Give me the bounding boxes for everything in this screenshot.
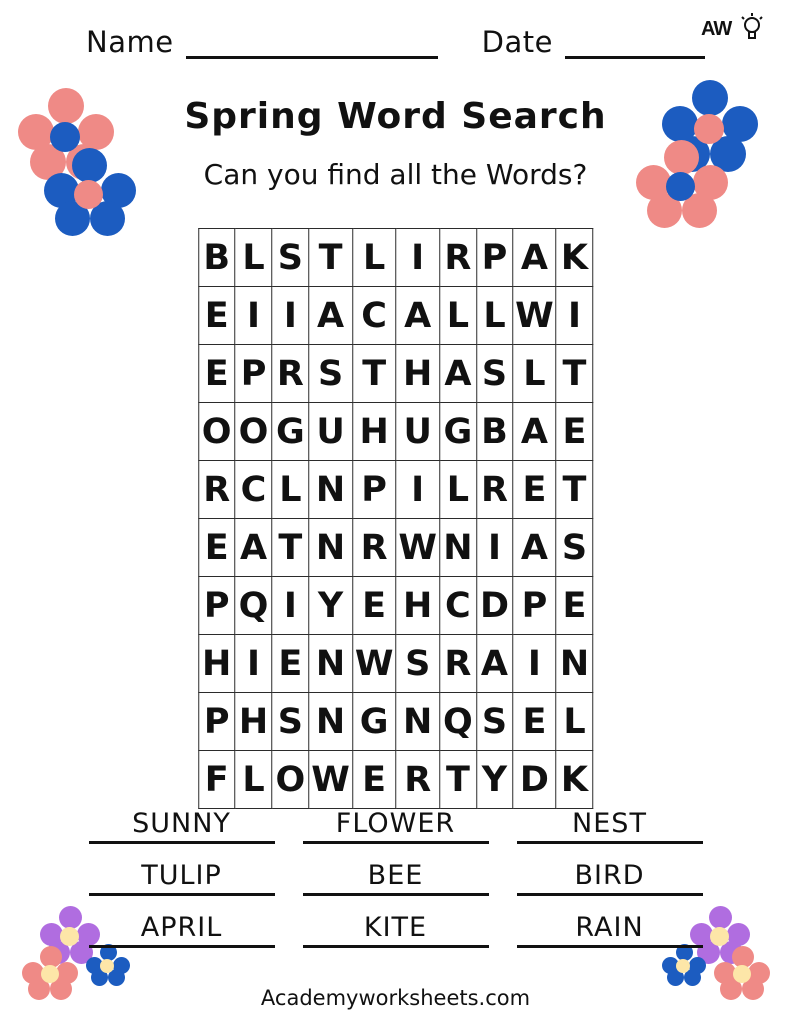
grid-cell[interactable]: A [513, 229, 557, 287]
grid-cell[interactable]: E [198, 519, 235, 577]
grid-cell[interactable]: N [309, 519, 353, 577]
grid-cell[interactable]: E [513, 693, 557, 751]
grid-cell[interactable]: Q [439, 693, 476, 751]
grid-row [198, 287, 593, 345]
grid-cell[interactable]: K [556, 229, 593, 287]
grid-cell[interactable]: K [556, 751, 593, 809]
grid-cell[interactable]: U [396, 403, 440, 461]
grid-cell[interactable]: W [513, 287, 557, 345]
grid-cell[interactable]: S [476, 693, 512, 751]
grid-cell[interactable]: A [513, 519, 557, 577]
grid-cell[interactable]: R [198, 461, 235, 519]
grid-cell[interactable]: E [352, 751, 396, 809]
grid-cell[interactable]: L [235, 751, 272, 809]
grid-cell[interactable]: L [439, 287, 476, 345]
grid-cell[interactable]: H [198, 635, 235, 693]
word-item[interactable]: BIRD [517, 860, 703, 896]
grid-cell[interactable]: I [556, 287, 593, 345]
grid-cell[interactable]: P [198, 693, 235, 751]
grid-cell[interactable]: T [556, 345, 593, 403]
grid-cell[interactable]: B [198, 229, 235, 287]
grid-cell[interactable]: I [235, 635, 272, 693]
grid-row [198, 403, 593, 461]
grid-cell[interactable]: L [476, 287, 512, 345]
grid-cell[interactable]: I [396, 229, 440, 287]
grid-cell[interactable]: T [556, 461, 593, 519]
grid-cell[interactable]: L [352, 229, 396, 287]
grid-cell[interactable]: L [439, 461, 476, 519]
word-item[interactable]: APRIL [89, 912, 275, 948]
grid-cell[interactable]: S [309, 345, 353, 403]
name-label: Name [86, 25, 174, 59]
grid-cell[interactable]: A [439, 345, 476, 403]
grid-cell[interactable]: H [352, 403, 396, 461]
grid-cell[interactable]: L [235, 229, 272, 287]
grid-cell[interactable]: Y [309, 577, 353, 635]
grid-cell[interactable]: O [198, 403, 235, 461]
name-field[interactable] [86, 25, 438, 59]
grid-cell[interactable]: P [513, 577, 557, 635]
grid-cell[interactable]: I [396, 461, 440, 519]
grid-cell[interactable]: I [476, 519, 512, 577]
grid-cell[interactable]: C [439, 577, 476, 635]
grid-cell[interactable]: P [476, 229, 512, 287]
word-list [0, 808, 791, 964]
grid-cell[interactable]: N [309, 635, 353, 693]
grid-cell[interactable]: S [396, 635, 440, 693]
flower-center [733, 965, 751, 983]
grid-row [198, 345, 593, 403]
grid-cell[interactable]: R [439, 635, 476, 693]
grid-cell[interactable]: T [272, 519, 309, 577]
grid-cell[interactable]: C [352, 287, 396, 345]
word-item[interactable]: NEST [517, 808, 703, 844]
grid-cell[interactable]: G [439, 403, 476, 461]
grid-cell[interactable]: I [235, 287, 272, 345]
footer-site-name: Academyworksheets.com [260, 986, 531, 1010]
grid-row [198, 751, 593, 809]
grid-cell[interactable]: D [513, 751, 557, 809]
grid-row [198, 229, 593, 287]
grid-row [198, 635, 593, 693]
grid-cell[interactable]: E [198, 345, 235, 403]
grid-cell[interactable]: P [198, 577, 235, 635]
grid-cell[interactable]: N [556, 635, 593, 693]
grid-cell[interactable]: N [396, 693, 440, 751]
grid-cell[interactable]: A [309, 287, 353, 345]
word-item[interactable]: BEE [303, 860, 489, 896]
grid-cell[interactable]: A [396, 287, 440, 345]
grid-cell[interactable]: A [235, 519, 272, 577]
word-item[interactable]: KITE [303, 912, 489, 948]
grid-cell[interactable]: E [556, 403, 593, 461]
grid-cell[interactable]: T [439, 751, 476, 809]
grid-cell[interactable]: H [396, 577, 440, 635]
grid-cell[interactable]: R [272, 345, 309, 403]
grid-cell[interactable]: C [235, 461, 272, 519]
grid-cell[interactable]: E [352, 577, 396, 635]
grid-cell[interactable]: T [309, 229, 353, 287]
grid-cell[interactable]: S [556, 519, 593, 577]
grid-cell[interactable]: H [396, 345, 440, 403]
date-label: Date [481, 25, 553, 59]
grid-cell[interactable]: R [352, 519, 396, 577]
grid-cell[interactable]: E [556, 577, 593, 635]
logo-text: AW [701, 18, 732, 40]
grid-cell[interactable]: S [476, 345, 512, 403]
grid-cell[interactable]: N [439, 519, 476, 577]
word-list-row [0, 860, 791, 896]
grid-cell[interactable]: N [309, 461, 353, 519]
grid-cell[interactable]: S [272, 693, 309, 751]
grid-cell[interactable]: G [352, 693, 396, 751]
grid-cell[interactable]: D [476, 577, 512, 635]
grid-cell[interactable]: U [309, 403, 353, 461]
grid-cell[interactable]: E [513, 461, 557, 519]
word-item[interactable]: TULIP [89, 860, 275, 896]
flower-center [41, 965, 59, 983]
puzzle-body [198, 229, 593, 809]
grid-cell[interactable]: N [309, 693, 353, 751]
grid-cell[interactable]: L [513, 345, 557, 403]
grid-row [198, 461, 593, 519]
grid-cell[interactable]: R [439, 229, 476, 287]
grid-cell[interactable]: I [272, 577, 309, 635]
grid-row [198, 577, 593, 635]
date-field[interactable] [481, 25, 705, 59]
grid-cell[interactable]: Q [235, 577, 272, 635]
grid-cell[interactable]: R [396, 751, 440, 809]
grid-cell[interactable]: Y [476, 751, 512, 809]
page-subtitle: Can you find all the Words? [203, 158, 588, 191]
grid-cell[interactable]: L [272, 461, 309, 519]
word-item[interactable]: SUNNY [89, 808, 275, 844]
grid-cell[interactable]: W [309, 751, 353, 809]
puzzle-table[interactable] [198, 228, 594, 809]
grid-row [198, 693, 593, 751]
header-fields [0, 25, 791, 59]
grid-cell[interactable]: O [235, 403, 272, 461]
grid-cell[interactable]: B [476, 403, 512, 461]
grid-cell[interactable]: F [198, 751, 235, 809]
date-input-line[interactable] [565, 30, 705, 59]
word-search-grid[interactable] [198, 228, 594, 809]
grid-cell[interactable]: T [352, 345, 396, 403]
grid-cell[interactable]: R [476, 461, 512, 519]
word-item[interactable]: RAIN [517, 912, 703, 948]
grid-cell[interactable]: L [556, 693, 593, 751]
grid-cell[interactable]: I [272, 287, 309, 345]
name-input-line[interactable] [186, 30, 438, 59]
grid-cell[interactable]: W [396, 519, 440, 577]
grid-cell[interactable]: S [272, 229, 309, 287]
word-item[interactable]: FLOWER [303, 808, 489, 844]
grid-cell[interactable]: A [513, 403, 557, 461]
grid-cell[interactable]: P [352, 461, 396, 519]
grid-cell[interactable]: E [198, 287, 235, 345]
grid-cell[interactable]: O [272, 751, 309, 809]
grid-cell[interactable]: H [235, 693, 272, 751]
page-title: Spring Word Search [184, 96, 607, 137]
grid-row [198, 519, 593, 577]
grid-cell[interactable]: W [352, 635, 396, 693]
grid-cell[interactable]: A [476, 635, 512, 693]
grid-cell[interactable]: E [272, 635, 309, 693]
word-list-row [0, 912, 791, 948]
grid-cell[interactable]: P [235, 345, 272, 403]
grid-cell[interactable]: G [272, 403, 309, 461]
word-list-row [0, 808, 791, 844]
grid-cell[interactable]: I [513, 635, 557, 693]
